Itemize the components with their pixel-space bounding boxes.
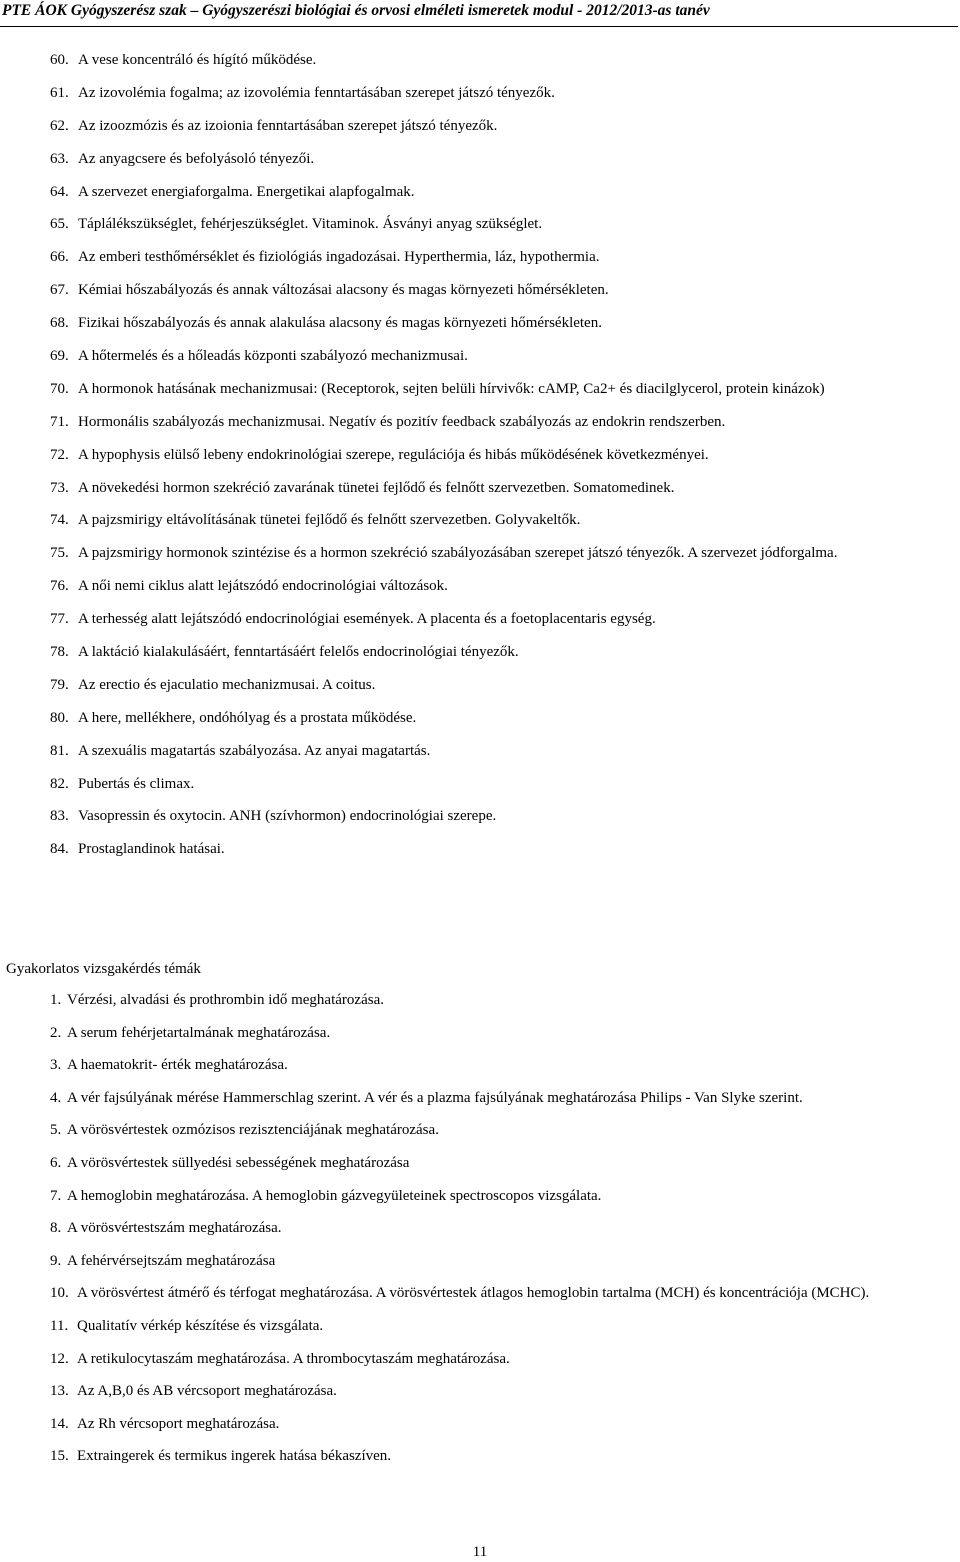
item-number: 4. [50,1089,62,1106]
item-text: Az izoozmózis és az izoionia fenntartásában szerepet játszó tényezők. [78,117,498,134]
list-item [0,806,960,826]
item-text: A hemoglobin meghatározása. A hemoglobin gázvegyületeinek spectroscopos vizsgálata. [67,1187,602,1204]
item-text: Táplálékszükséglet, fehérjeszükséglet. Vitaminok. Ásványi anyag szükséglet. [78,216,543,233]
item-text: A női nemi ciklus alatt lejátszódó endocrinológiai változások. [78,578,448,595]
item-text: Vasopressin és oxytocin. ANH (szívhormon) endocrinológiai szerepe. [78,808,497,825]
item-text: A here, mellékhere, ondóhólyag és a prostata működése. [78,709,417,726]
list-item [0,182,960,202]
list-item [0,478,960,498]
item-text: A vese koncentráló és hígító működése. [78,52,317,68]
item-number: 15. [50,1448,69,1465]
list-item [0,1381,960,1401]
list-item [0,247,960,267]
item-number: 79. [50,676,69,693]
item-number: 62. [50,117,69,134]
item-text: A serum fehérjetartalmának meghatározása. [67,1024,331,1041]
list-item [0,609,960,629]
item-number: 75. [50,545,69,562]
item-text: A retikulocytaszám meghatározása. A thrombocytaszám meghatározása. [77,1350,510,1367]
item-number: 69. [50,348,69,365]
theory-question-list [0,50,960,872]
list-item [0,1446,960,1466]
item-text: Kémiai hőszabályozás és annak változásai alacsony és magas környezeti hőmérsékleten. [78,282,609,299]
list-item [0,510,960,530]
item-text: Az emberi testhőmérséklet és fiziológiás ingadozásai. Hyperthermia, láz, hypothermia. [78,249,600,266]
item-text: A vér fajsúlyának mérése Hammerschlag szerint. A vér és a plazma fajsúlyának meghatározása Philips - Van Slyke szerint. [67,1089,803,1106]
list-item [0,708,960,728]
item-number: 77. [50,611,69,628]
list-item [0,83,960,103]
item-number: 81. [50,742,69,759]
list-item [0,214,960,234]
item-text: Hormonális szabályozás mechanizmusai. Negatív és pozitív feedback szabályozás az endokrin rendszerben. [78,413,726,430]
item-number: 2. [50,1024,62,1041]
item-number: 7. [50,1187,62,1204]
item-number: 71. [50,413,69,430]
item-text: A vörösvértestek ozmózisos rezisztenciájának meghatározása. [67,1122,439,1139]
list-item [0,1055,960,1075]
list-item [0,1023,960,1043]
list-item [0,1120,960,1140]
item-text: A fehérvérsejtszám meghatározása [67,1252,276,1269]
item-text: A növekedési hormon szekréció zavarának tünetei fejlődő és felnőtt szervezetben. Somatomedinek. [78,479,675,496]
list-item [0,1218,960,1238]
item-text: Az Rh vércsoport meghatározása. [77,1415,280,1432]
list-item [0,774,960,794]
page-header: PTE ÁOK Gyógyszerész szak – Gyógyszerészi biológiai és orvosi elméleti ismeretek modul - 2012/2013-as tanév [2,2,710,19]
item-text: A terhesség alatt lejátszódó endocrinológiai események. A placenta és a foetoplacentaris egység. [78,611,656,628]
item-number: 12. [50,1350,69,1367]
item-number: 83. [50,808,69,825]
item-text: A vörösvértestszám meghatározása. [67,1220,282,1237]
list-item [0,50,960,70]
list-item [0,543,960,563]
item-text: Fizikai hőszabályozás és annak alakulása alacsony és magas környezeti hőmérsékleten. [78,315,602,332]
item-text: Az erectio és ejaculatio mechanizmusai. A coitus. [78,676,376,693]
list-item [0,1316,960,1336]
list-item [0,675,960,695]
item-text: A szexuális magatartás szabályozása. Az anyai magatartás. [78,742,431,759]
list-item [0,346,960,366]
list-item [0,839,960,859]
list-item [0,1414,960,1434]
item-text: Az A,B,0 és AB vércsoport meghatározása. [77,1383,337,1400]
list-item [0,280,960,300]
list-item [0,990,960,1010]
item-number: 80. [50,709,69,726]
practical-section-title: Gyakorlatos vizsgakérdés témák [6,961,201,977]
item-number: 11. [50,1317,69,1334]
item-number: 8. [50,1220,62,1237]
list-item [0,1283,960,1303]
item-number: 70. [50,380,69,397]
item-text: Pubertás és climax. [78,775,195,792]
item-text: Az anyagcsere és befolyásoló tényezői. [78,150,315,167]
item-text: A szervezet energiaforgalma. Energetikai alapfogalmak. [78,183,415,200]
item-text: Vérzési, alvadási és prothrombin idő meghatározása. [67,992,384,1008]
item-number: 6. [50,1154,62,1171]
list-item [0,149,960,169]
item-text: A hormonok hatásának mechanizmusai: (Receptorok, sejten belüli hírvivők: cAMP, Ca2+ és diacilglycerol, protein kinázok) [78,380,825,397]
item-number: 13. [50,1383,69,1400]
item-text: A hőtermelés és a hőleadás központi szabályozó mechanizmusai. [78,348,468,365]
list-item [0,379,960,399]
item-number: 60. [50,52,69,68]
item-number: 65. [50,216,69,233]
item-text: Qualitatív vérkép készítése és vizsgálata. [77,1317,324,1334]
item-text: Az izovolémia fogalma; az izovolémia fenntartásában szerepet játszó tényezők. [78,84,555,101]
practical-question-list [0,990,960,1479]
item-number: 63. [50,150,69,167]
item-text: A vörösvértestek süllyedési sebességének meghatározása [67,1154,410,1171]
list-item [0,741,960,761]
page-number: 11 [472,1544,488,1560]
item-number: 66. [50,249,69,266]
item-number: 1. [50,992,62,1008]
list-item [0,1349,960,1369]
item-number: 74. [50,512,69,529]
list-item [0,445,960,465]
item-number: 14. [50,1415,69,1432]
list-item [0,1153,960,1173]
item-number: 10. [50,1285,69,1302]
list-item [0,1186,960,1206]
list-item [0,576,960,596]
list-item [0,1088,960,1108]
list-item [0,642,960,662]
item-number: 76. [50,578,69,595]
item-number: 82. [50,775,69,792]
item-number: 9. [50,1252,62,1269]
list-item [0,313,960,333]
item-number: 84. [50,841,69,858]
item-number: 3. [50,1057,62,1074]
list-item [0,1251,960,1271]
item-number: 61. [50,84,69,101]
item-number: 67. [50,282,69,299]
item-text: A laktáció kialakulásáért, fenntartásáért felelős endocrinológiai tényezők. [78,644,519,661]
header-divider [0,26,958,27]
item-number: 73. [50,479,69,496]
item-number: 68. [50,315,69,332]
item-number: 72. [50,446,69,463]
item-number: 5. [50,1122,62,1139]
item-text: Extraingerek és termikus ingerek hatása békaszíven. [77,1448,392,1465]
item-text: A hypophysis elülső lebeny endokrinológiai szerepe, regulációja és hibás működésének következményei. [78,446,709,463]
item-number: 64. [50,183,69,200]
item-text: Prostaglandinok hatásai. [78,841,225,858]
item-number: 78. [50,644,69,661]
list-item [0,412,960,432]
item-text: A pajzsmirigy hormonok szintézise és a hormon szekréció szabályozásában szerepet játszó tényezők. A szervezet jódforgalma. [78,545,838,562]
item-text: A haematokrit- érték meghatározása. [67,1057,288,1074]
list-item [0,116,960,136]
item-text: A pajzsmirigy eltávolításának tünetei fejlődő és felnőtt szervezetben. Golyvakeltők. [78,512,581,529]
item-text: A vörösvértest átmérő és térfogat meghatározása. A vörösvértestek átlagos hemoglobin tartalma (MCH) és koncentrációja (MCHC). [77,1285,870,1302]
